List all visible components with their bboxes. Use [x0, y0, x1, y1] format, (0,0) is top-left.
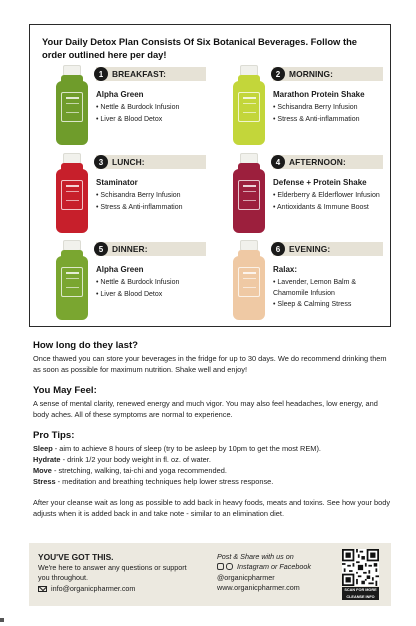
meal-breakfast — [36, 65, 216, 149]
section-heading: How long do they last? — [33, 340, 138, 351]
section-heading: You May Feel: — [33, 385, 97, 396]
meal-morning — [213, 65, 393, 149]
tip-item — [33, 476, 393, 487]
social-text: Instagram or Facebook — [237, 562, 311, 572]
meal-label: DINNER: — [112, 244, 148, 254]
list-item: • Elderberry & Elderflower Infusion — [273, 190, 391, 202]
meal-number: 1 — [94, 67, 108, 81]
corner-mark — [0, 618, 4, 622]
drink-benefits — [273, 277, 383, 310]
tip-term: Stress — [33, 477, 56, 486]
tip-text: - aim to achieve 8 hours of sleep (try to be asleep by 10pm to get the most REM). — [52, 444, 321, 453]
list-item: • Antioxidants & Immune Boost — [273, 202, 391, 214]
meal-badge — [96, 67, 206, 81]
bottle-icon — [231, 153, 267, 233]
social-block — [217, 552, 311, 593]
drink-benefits — [273, 190, 391, 213]
bottle-icon — [54, 240, 90, 320]
footer-title: YOU'VE GOT THIS. — [38, 552, 114, 562]
feel-section — [33, 385, 393, 420]
tip-item — [33, 454, 393, 465]
section-body: After your cleanse wait as long as possible to add back in heavy foods, meats and toxins. See how your body adjusts when it is added back in and take note - similar to an elimination diet. — [33, 498, 391, 518]
meal-badge — [96, 242, 206, 256]
drink-name: Alpha Green — [96, 265, 144, 274]
meal-lunch — [36, 153, 216, 237]
footer — [29, 543, 391, 606]
qr-caption — [342, 587, 379, 600]
list-item: • Liver & Blood Detox — [96, 289, 214, 301]
after-cleanse-section — [33, 497, 393, 519]
footer-text: We're here to answer any questions or support you throughout. — [38, 563, 187, 582]
section-body: A sense of mental clarity, renewed energy and much vigor. You may also feel headaches, low energy, and body aches. All of these symptoms are normal to experience. — [33, 399, 378, 419]
tips-section — [33, 430, 393, 487]
meal-number: 2 — [271, 67, 285, 81]
share-line: Post & Share with us on — [217, 552, 294, 561]
bottle-icon — [54, 153, 90, 233]
bottle-icon — [231, 240, 267, 320]
drink-benefits — [96, 102, 214, 125]
qr-code-icon[interactable] — [342, 549, 379, 586]
tip-item — [33, 443, 393, 454]
storage-section — [33, 340, 393, 375]
meal-badge — [273, 242, 383, 256]
section-heading: Pro Tips: — [33, 430, 75, 441]
list-item: • Schisandra Berry Infusion — [273, 102, 391, 114]
section-body: Once thawed you can store your beverages in the fridge for up to 30 days. We do recommend drinking them as soon as possible for maximum nutrition. Shake well and enjoy! — [33, 354, 387, 374]
email-link[interactable] — [38, 584, 135, 593]
meal-afternoon — [213, 153, 393, 237]
drink-benefits — [273, 102, 391, 125]
meal-badge — [273, 155, 383, 169]
facebook-icon — [217, 563, 224, 570]
tip-item — [33, 465, 393, 476]
tip-term: Move — [33, 466, 52, 475]
daily-plan-box — [29, 24, 391, 327]
list-item: • Liver & Blood Detox — [96, 114, 214, 126]
social-line[interactable] — [217, 562, 311, 572]
social-handle[interactable]: @organicpharmer — [217, 572, 275, 582]
meal-label: LUNCH: — [112, 157, 145, 167]
website-link[interactable]: www.organicpharmer.com — [217, 582, 300, 592]
list-item: • Schisandra Berry Infusion — [96, 190, 214, 202]
meal-label: AFTERNOON: — [289, 157, 346, 167]
qr-caption-line: CLEANSE INFO — [346, 594, 375, 599]
drink-name: Alpha Green — [96, 90, 144, 99]
bottle-icon — [231, 65, 267, 145]
meal-badge — [96, 155, 206, 169]
meal-number: 3 — [94, 155, 108, 169]
list-item: • Nettle & Burdock Infusion — [96, 277, 214, 289]
list-item: • Sleep & Calming Stress — [273, 299, 383, 310]
meal-label: BREAKFAST: — [112, 69, 167, 79]
meal-number: 5 — [94, 242, 108, 256]
list-item: • Stress & Anti-inflammation — [96, 202, 214, 214]
tip-term: Sleep — [33, 444, 53, 453]
meal-evening — [213, 240, 393, 324]
drink-benefits — [96, 277, 214, 300]
list-item: • Stress & Anti-inflammation — [273, 114, 391, 126]
mail-icon — [38, 586, 47, 592]
meal-dinner — [36, 240, 216, 324]
drink-name: Staminator — [96, 178, 138, 187]
tip-term: Hydrate — [33, 455, 61, 464]
list-item: • Nettle & Burdock Infusion — [96, 102, 214, 114]
meal-badge — [273, 67, 383, 81]
instagram-icon — [226, 563, 233, 570]
tip-text: - stretching, walking, tai-chi and yoga recommended. — [51, 466, 227, 475]
meal-label: EVENING: — [289, 244, 331, 254]
drink-name: Marathon Protein Shake — [273, 90, 365, 99]
tip-text: - meditation and breathing techniques help lower stress response. — [55, 477, 274, 486]
plan-title: Your Daily Detox Plan Consists Of Six Botanical Beverages. Follow the order outlined here per day! — [42, 36, 358, 60]
meal-number: 4 — [271, 155, 285, 169]
drink-benefits — [96, 190, 214, 213]
meal-label: MORNING: — [289, 69, 334, 79]
tip-text: - drink 1/2 your body weight in fl. oz. of water. — [60, 455, 211, 464]
qr-caption-line: SCAN FOR MORE — [344, 588, 377, 592]
meal-number: 6 — [271, 242, 285, 256]
drink-name: Defense + Protein Shake — [273, 178, 367, 187]
drink-name: Ralax: — [273, 265, 298, 274]
email-text: info@organicpharmer.com — [51, 584, 136, 593]
list-item: • Lavender, Lemon Balm & Chamomile Infusion — [273, 277, 383, 299]
bottle-icon — [54, 65, 90, 145]
